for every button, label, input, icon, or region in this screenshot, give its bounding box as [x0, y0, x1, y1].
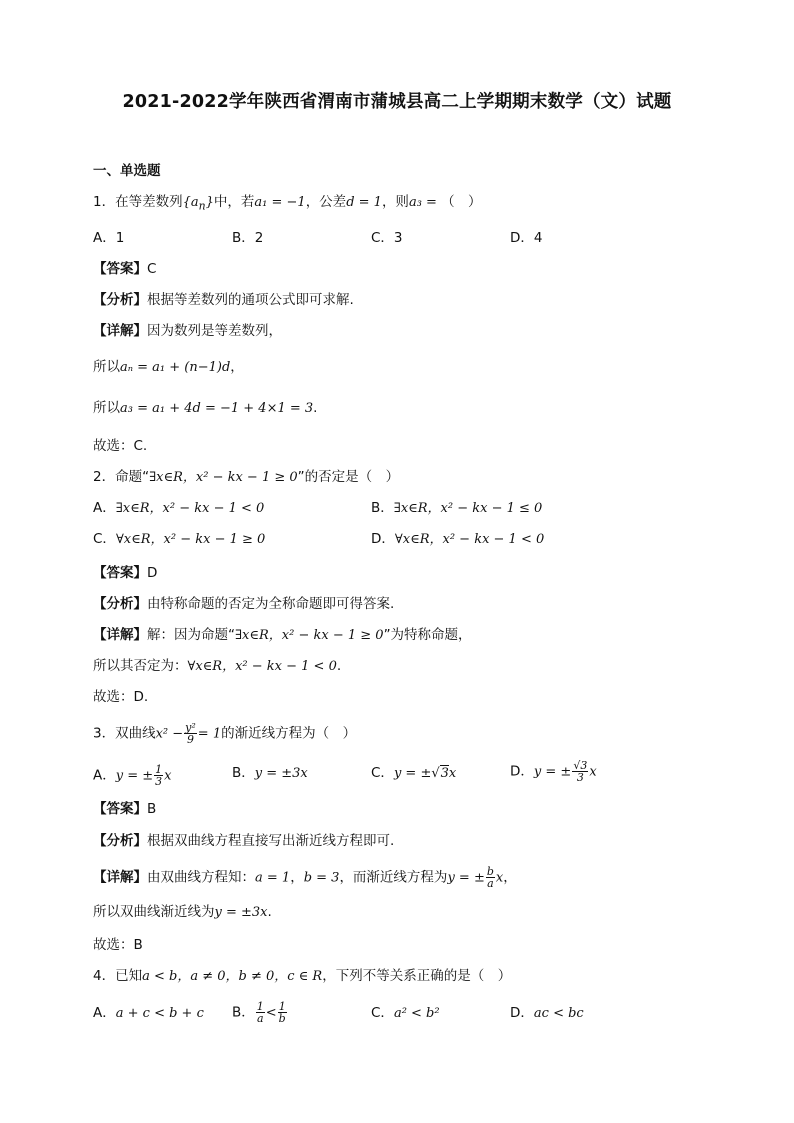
- q2-option-d: D．∀x∈R，x² − kx − 1 < 0: [371, 531, 545, 547]
- q3-stem: 3．双曲线x² − $\frac{\text{y²}}{9}$ = 1的渐近线方程为（ ）: [93, 721, 357, 746]
- fraction: $\frac{\text{y²}}{9}$: [185, 721, 196, 746]
- q2-option-c: C．∀x∈R，x² − kx − 1 ≥ 0: [93, 531, 266, 547]
- q1-detail: 【详解】因为数列是等差数列，: [93, 323, 282, 339]
- q3-option-d: D．y = ± $\frac{√3}{3}$ x: [510, 759, 597, 784]
- q3-option-c: C．y = ±√3x: [371, 765, 457, 781]
- q2-option-b: B．∃x∈R，x² − kx − 1 ≤ 0: [371, 500, 543, 516]
- q1-option-a: A．1: [93, 230, 125, 246]
- q2-conclusion: 故选：D.: [93, 689, 149, 705]
- q1-answer: 【答案】C: [93, 261, 157, 277]
- q4-stem: 4．已知a < b，a ≠ 0，b ≠ 0，c ∈ R，下列不等关系正确的是（ ）: [93, 968, 512, 984]
- q1-stem: 1．在等差数列$\{a_n\}$中，若a₁ = −1，公差d = 1，则a₃ = （ ）: [93, 194, 482, 213]
- q3-option-a: A．y = ± $\frac{1}{3}$ x: [93, 763, 172, 788]
- fraction: $\frac{√3}{3}$: [573, 759, 588, 784]
- q1-conclusion: 故选：C.: [93, 438, 148, 454]
- q4-option-b: B． $\frac{1}{a}$ < $\frac{1}{b}$: [232, 1000, 286, 1025]
- q3-answer: 【答案】B: [93, 801, 157, 817]
- q4-option-a: A．a + c < b + c: [93, 1005, 204, 1021]
- q4-option-c: C．a² < b²: [371, 1005, 440, 1021]
- q2-detail: 【详解】解：因为命题“∃x∈R，x² − kx − 1 ≥ 0”为特称命题，: [93, 627, 472, 643]
- q2-answer: 【答案】D: [93, 565, 158, 581]
- fraction: $\frac{1}{b}$: [278, 1000, 286, 1025]
- q1-option-c: C．3: [371, 230, 403, 246]
- q3-conclusion: 故选：B: [93, 937, 143, 953]
- page-title: 2021-2022学年陕西省渭南市蒲城县高二上学期期末数学（文）试题: [122, 92, 672, 112]
- q1-analysis: 【分析】根据等差数列的通项公式即可求解.: [93, 292, 354, 308]
- section-heading: 一、单选题: [93, 163, 161, 179]
- fraction: $\frac{1}{3}$: [155, 763, 163, 788]
- q3-analysis: 【分析】根据双曲线方程直接写出渐近线方程即可.: [93, 833, 395, 849]
- q1-option-b: B．2: [232, 230, 264, 246]
- q2-stem: 2．命题“∃x∈R，x² − kx − 1 ≥ 0”的否定是（ ）: [93, 469, 400, 485]
- q4-option-d: D．ac < bc: [510, 1005, 584, 1021]
- q3-detail: 【详解】由双曲线方程知：a = 1，b = 3，而渐近线方程为y = ± $\frac{b}{a}$ x，: [93, 865, 517, 890]
- q3-option-b: B．y = ±3x: [232, 765, 308, 781]
- q3-step: 所以双曲线渐近线为y = ±3x.: [93, 904, 272, 920]
- q2-analysis: 【分析】由特称命题的否定为全称命题即可得答案.: [93, 596, 395, 612]
- fraction: $\frac{b}{a}$: [486, 865, 494, 890]
- q1-step-1: 所以aₙ = a₁ + (n−1)d，: [93, 359, 244, 375]
- q1-option-d: D．4: [510, 230, 543, 246]
- fraction: $\frac{1}{a}$: [256, 1000, 264, 1025]
- q2-step: 所以其否定为：∀x∈R，x² − kx − 1 < 0.: [93, 658, 342, 674]
- q2-option-a: A．∃x∈R，x² − kx − 1 < 0: [93, 500, 265, 516]
- q1-step-2: 所以a₃ = a₁ + 4d = −1 + 4×1 = 3.: [93, 400, 318, 416]
